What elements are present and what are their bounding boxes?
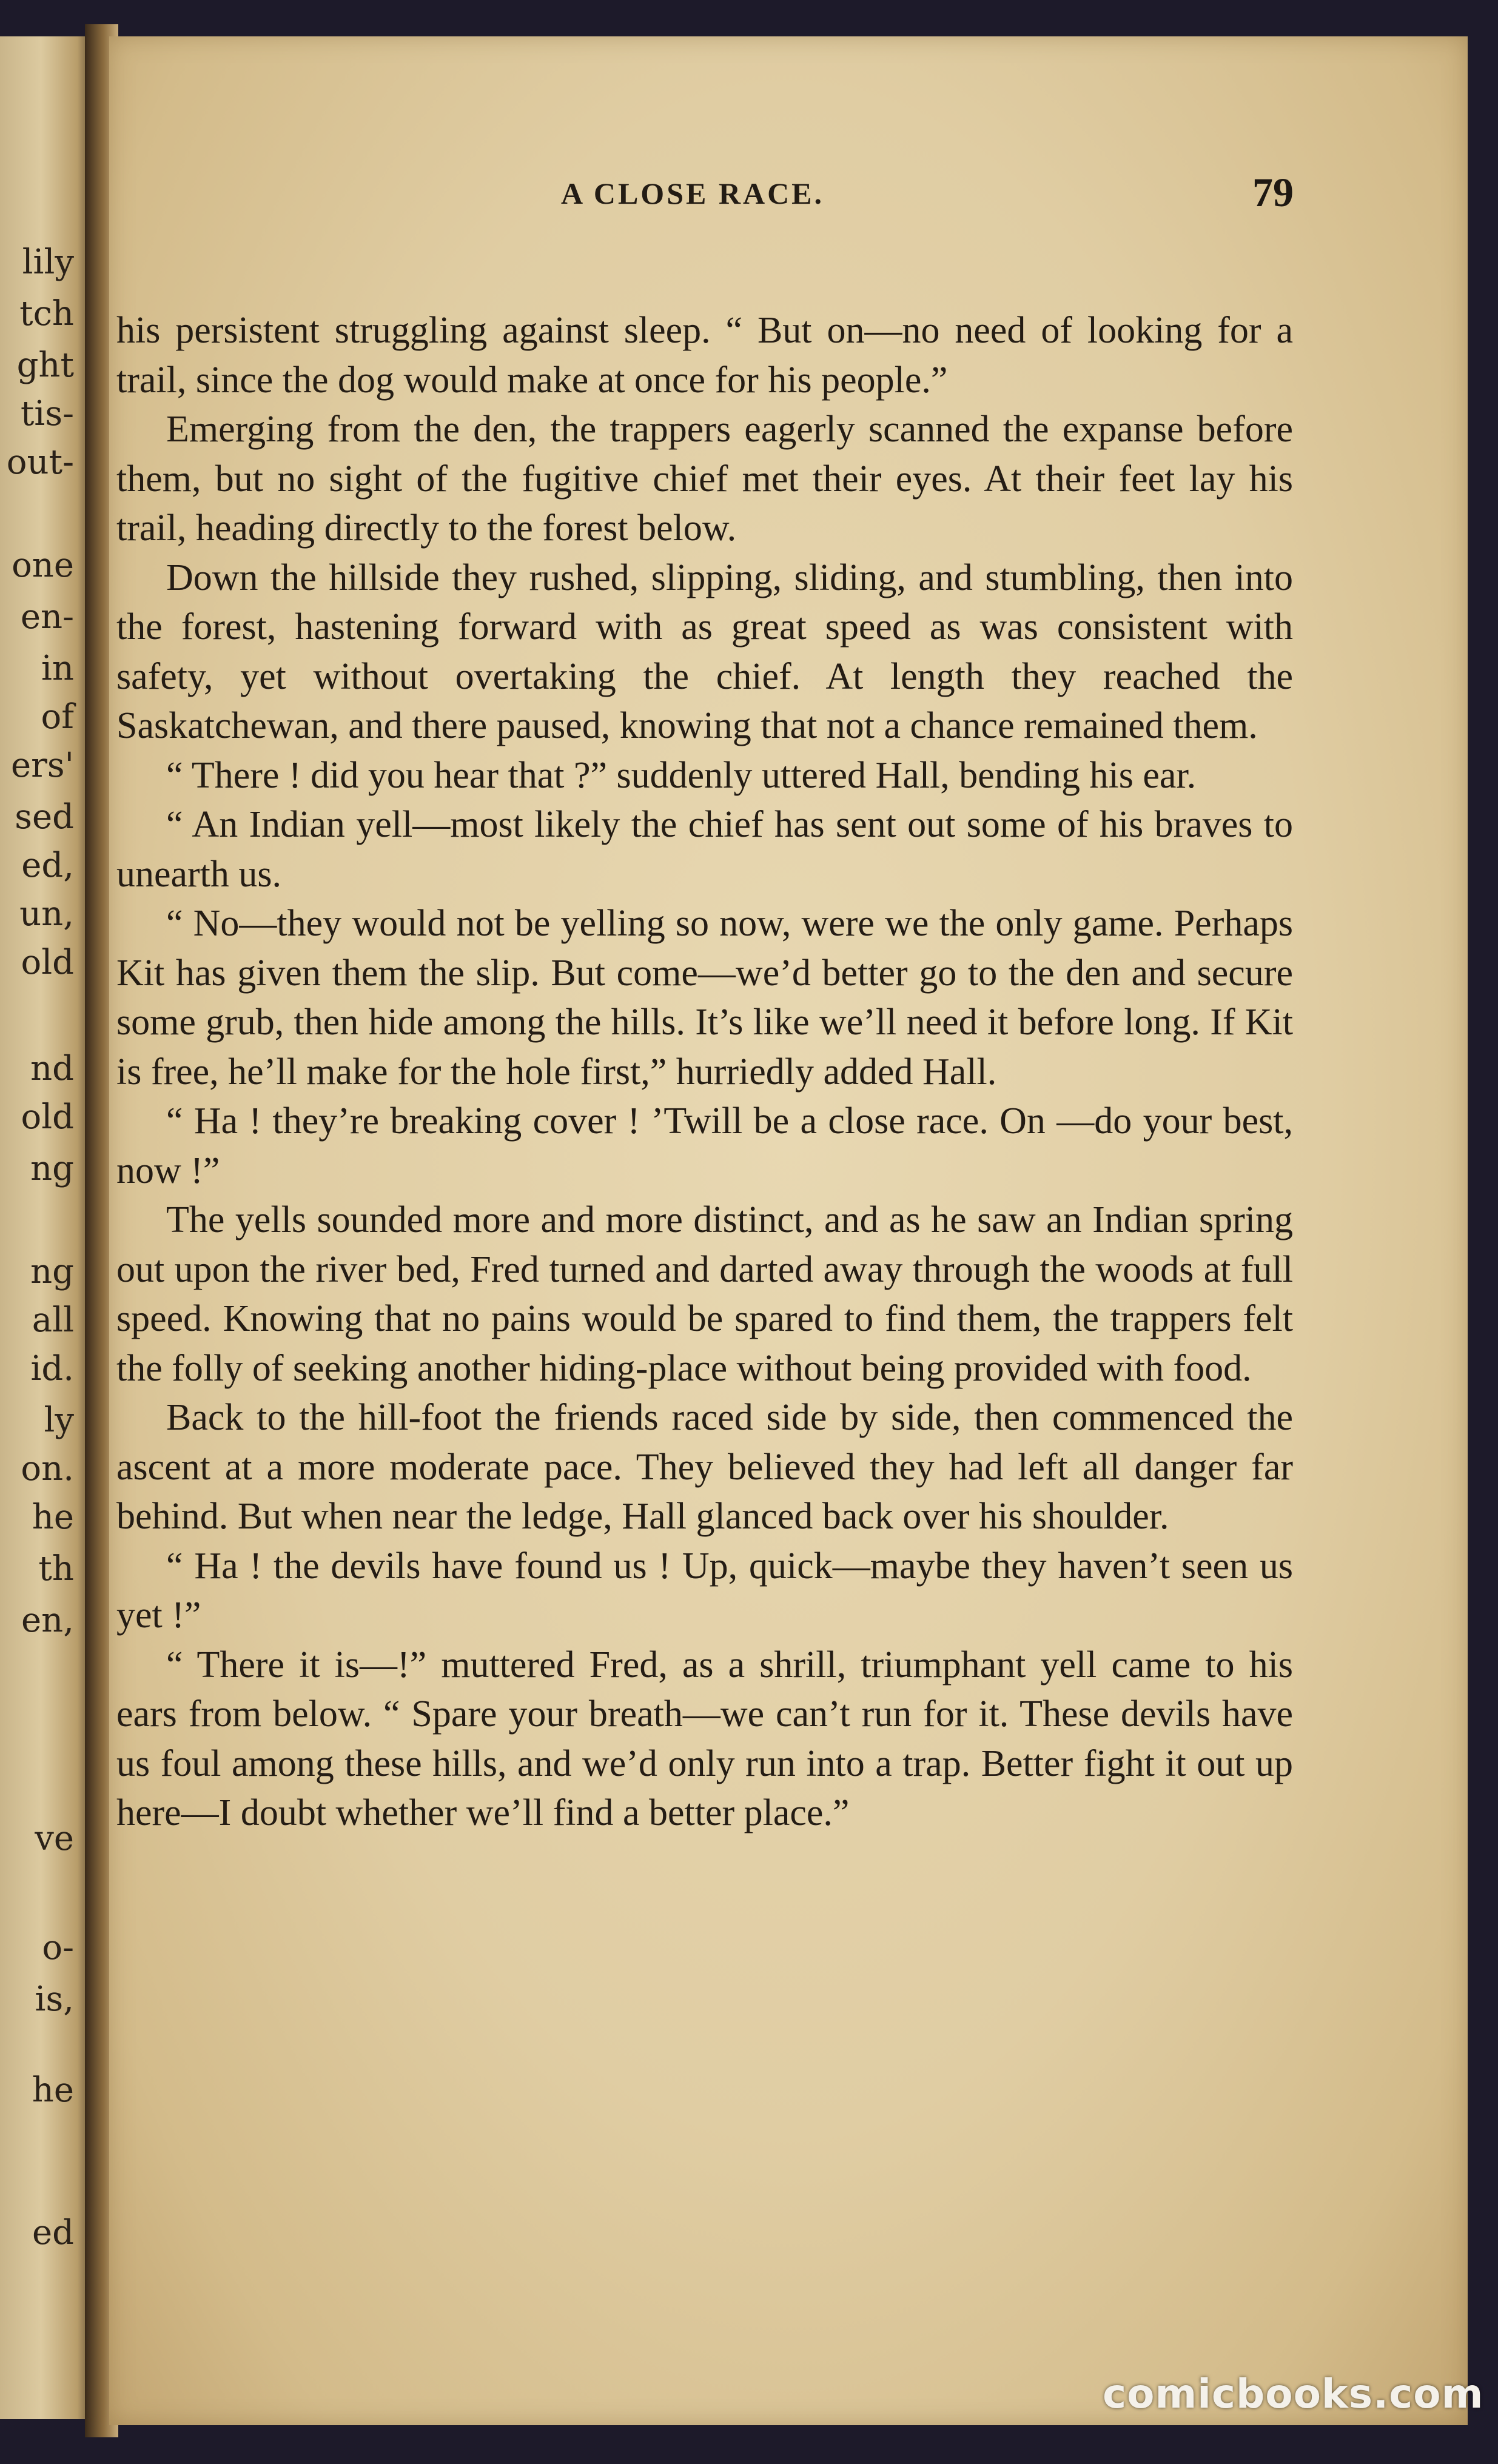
facing-page-fragment: old [21, 1097, 74, 1137]
paragraph: “ An Indian yell—most likely the chief has sent out some of his braves to unearth us. [116, 804, 1293, 895]
facing-page-fragment: ng [30, 1252, 74, 1291]
book-page [109, 36, 1468, 2425]
paragraph: Back to the hill-foot the friends raced side by side, then commenced the ascent at a more moderate pace. They believed they had left all danger far behind. But when near the ledge, Hall glanced back over his shoulder. [116, 1397, 1293, 1537]
facing-page-fragment: is, [35, 1980, 74, 2019]
facing-page-fragment: en, [21, 1601, 74, 1640]
facing-page-edge [0, 36, 91, 2419]
paragraph: “ There it is—!” muttered Fred, as a shrill, triumphant yell came to his ears from below. “ Spare your breath—we can’t run for it. These devils have us foul among these hills, and we’d only run into a trap. Better fight it out up here—I doubt whether we’ll find a better place.” [116, 1644, 1293, 1833]
paragraph: Down the hillside they rushed, slipping, sliding, and stumbling, then into the forest, hastening forward with as great speed as was consistent with safety, yet without overtaking the chief. At length they reached the Saskatchewan, and there paused, knowing that not a chance remained them. [116, 557, 1293, 746]
page-number: 79 [1252, 169, 1294, 215]
facing-page-fragment: id. [30, 1349, 74, 1388]
facing-page-fragment: lily [22, 243, 74, 282]
facing-page-fragment: ers' [10, 746, 74, 785]
facing-page-fragment: ng [30, 1149, 74, 1188]
page-header [109, 169, 1468, 224]
paragraph: “ Ha ! the devils have found us ! Up, quick—maybe they haven’t seen us yet !” [116, 1545, 1293, 1636]
facing-page-fragment: ed, [21, 846, 74, 885]
facing-page-fragment: he [32, 1498, 74, 1537]
facing-page-fragment: old [21, 943, 74, 982]
facing-page-fragment: en- [20, 597, 74, 637]
facing-page-fragment: ed [32, 2213, 74, 2252]
facing-page-fragment: in [41, 649, 74, 688]
facing-page-fragment: ght [16, 346, 74, 385]
paragraph: “ There ! did you hear that ?” suddenly uttered Hall, bending his ear. [166, 754, 1197, 796]
facing-page-fragment: ve [35, 1819, 74, 1858]
facing-page-fragment: o- [42, 1928, 74, 1967]
facing-page-fragment: on. [21, 1449, 74, 1488]
running-head: A CLOSE RACE. [561, 176, 825, 210]
facing-page-fragment: one [12, 546, 74, 585]
paragraph: Emerging from the den, the trappers eagerly scanned the expanse before them, but no sight of the fugitive chief met their eyes. At their feet lay his trail, heading directly to the forest below. [116, 409, 1293, 549]
watermark: comicbooks.com [1103, 2371, 1484, 2417]
facing-page-fragment: he [32, 2071, 74, 2110]
facing-page-fragment: nd [30, 1049, 74, 1088]
facing-page-fragment: ly [44, 1401, 74, 1440]
facing-page-fragment: of [41, 697, 74, 737]
facing-page-fragment: tis- [20, 394, 74, 434]
paragraph: The yells sounded more and more distinct, and as he saw an Indian spring out upon the river bed, Fred turned and darted away through the woods at full speed. Knowing that no pains would be spared to find them, the trappers felt the folly of seeking another hiding-place without being provided with food. [116, 1199, 1293, 1389]
paragraph: “ Ha ! they’re breaking cover ! ’Twill be a close race. On —do your best, now !” [116, 1100, 1293, 1191]
facing-page-fragment: th [38, 1549, 74, 1589]
paragraph: “ No—they would not be yelling so now, were we the only game. Perhaps Kit has given them the slip. But come—we’d better go to the den and secure some grub, then hide among the hills. It’s like we’ll need it before long. If Kit is free, he’ll make for the hole first,” hurriedly added Hall. [116, 903, 1293, 1093]
body-text [116, 306, 1293, 1838]
paragraph: his persistent struggling against sleep. “ But on—no need of looking for a trail, since the dog would make at once for his people.” [116, 310, 1293, 401]
facing-page-fragment: all [32, 1301, 74, 1340]
facing-page-fragment: un, [19, 894, 74, 934]
facing-page-fragment: sed [15, 797, 74, 837]
facing-page-fragment: tch [19, 294, 74, 333]
facing-page-fragment: out- [6, 443, 74, 482]
